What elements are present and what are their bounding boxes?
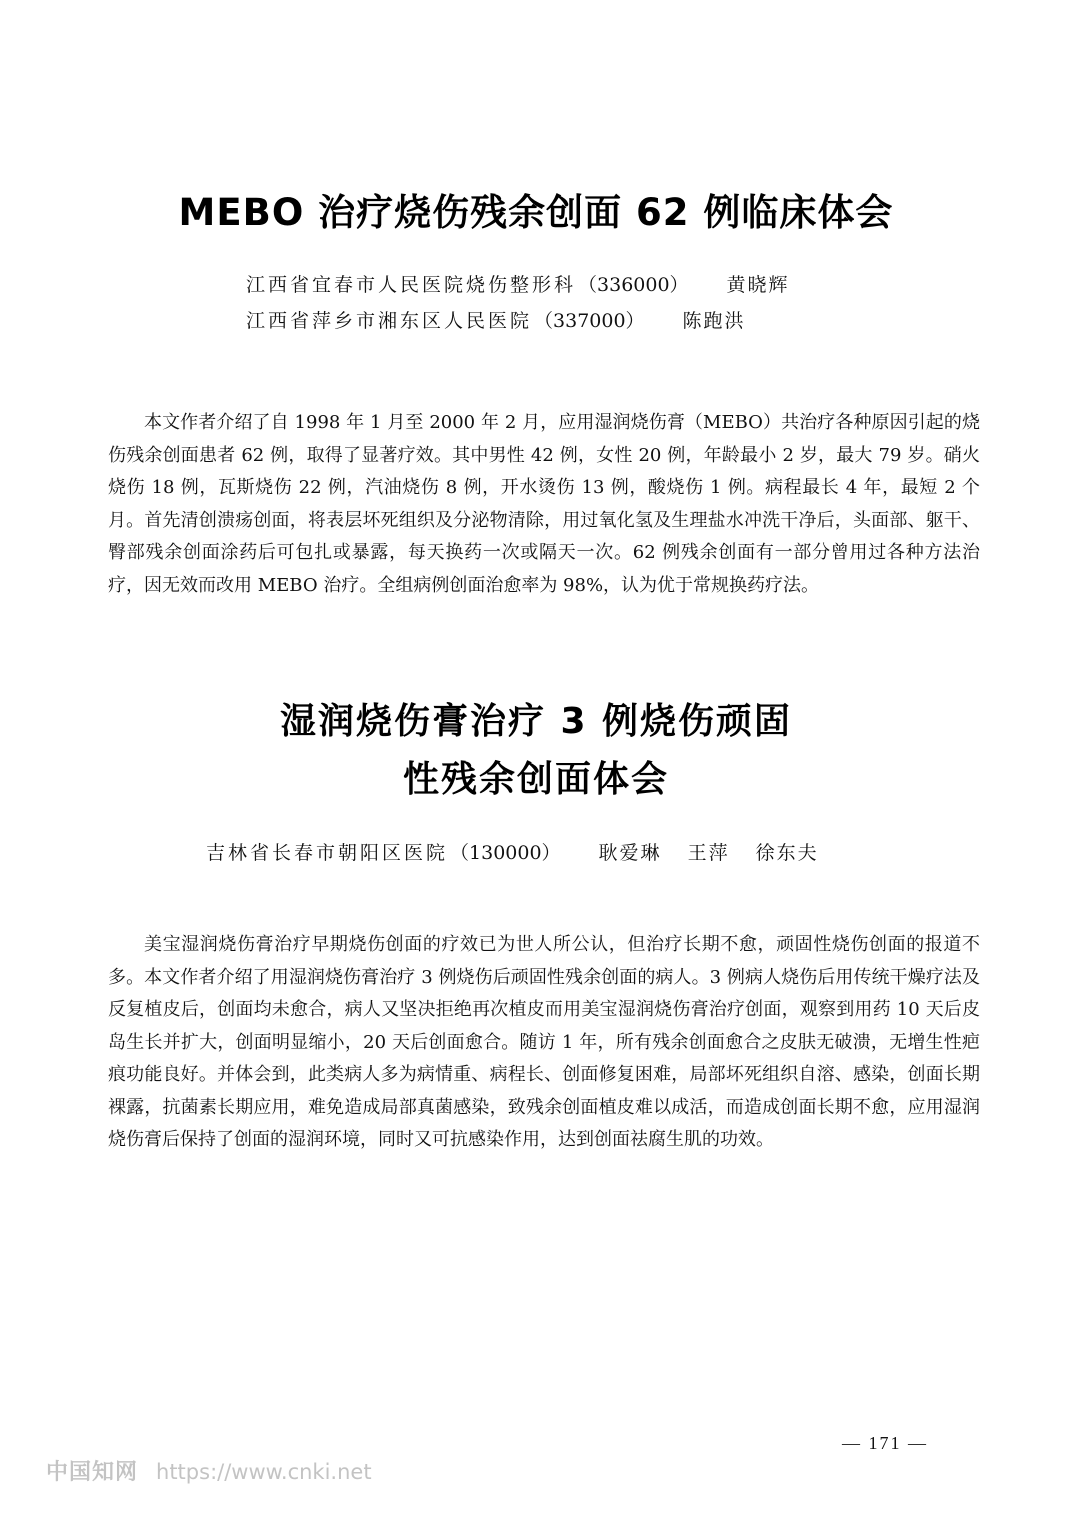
article2-title-line-2: 性残余创面体会 [402, 759, 669, 800]
affiliation-org: 江西省宜春市人民医院烧伤整形科 [246, 274, 577, 296]
article2-title [0, 693, 1072, 809]
article1-affiliation-1 [246, 270, 790, 297]
watermark-brand: 中国知网 [46, 1460, 139, 1485]
author-name: 黄晓辉 [726, 274, 790, 296]
article1-affiliation-2 [246, 306, 746, 333]
author-name: 王萍 [687, 842, 730, 864]
page-number: — 171 — [842, 1433, 928, 1453]
postal-code: （130000） [450, 842, 561, 864]
article2-title-line-1: 湿润烧伤膏治疗 3 例烧伤顽固 [279, 701, 793, 742]
author-name: 徐东夫 [755, 842, 819, 864]
postal-code: （337000） [534, 310, 645, 332]
affiliation-org: 吉林省长春市朝阳区医院 [206, 842, 449, 864]
article1-body: 本文作者介绍了自 1998 年 1 月至 2000 年 2 月，应用湿润烧伤膏（MEBO）共治疗各种原因引起的烧伤残余创面患者 62 例，取得了显著疗效。其中男性 42 例，女性 20 例，年龄最小 2 岁，最大 79 岁。硝火烧伤 18 例，瓦斯烧伤 22 例，汽油烧伤 8 例，开水烫伤 13 例，酸烧伤 1 例。病程最长 4 年，最短 2 个月。首先清创溃疡创面，将表层坏死组织及分泌物清除，用过氧化氢及生理盐水冲洗干净后，头面部、躯干、臀部残余创面涂药后可包扎或暴露，每天换药一次或隔天一次。62 例残余创面有一部分曾用过各种方法治疗，因无效而改用 MEBO 治疗。全组病例创面治愈率为 98%，认为优于常规换药疗法。 [108, 412, 980, 596]
author-name: 陈跑洪 [682, 310, 746, 332]
cnki-watermark [46, 1455, 372, 1486]
postal-code: （336000） [578, 274, 689, 296]
article2-affiliation [206, 838, 819, 865]
article1-title: MEBO 治疗烧伤残余创面 62 例临床体会 [178, 191, 894, 234]
article2-body: 美宝湿润烧伤膏治疗早期烧伤创面的疗效已为世人所公认，但治疗长期不愈，顽固性烧伤创面的报道不多。本文作者介绍了用湿润烧伤膏治疗 3 例烧伤后顽固性残余创面的病人。3 例病人烧伤后用传统干燥疗法及反复植皮后，创面均未愈合，病人又坚决拒绝再次植皮而用美宝湿润烧伤膏治疗创面，观察到用药 10 天后皮岛生长并扩大，创面明显缩小，20 天后创面愈合。随访 1 年，所有残余创面愈合之皮肤无破溃，无增生性疤痕功能良好。并体会到，此类病人多为病情重、病程长、创面修复困难，局部坏死组织自溶、感染，创面长期裸露，抗菌素长期应用，难免造成局部真菌感染，致残余创面植皮难以成活，而造成创面长期不愈，应用湿润烧伤膏后保持了创面的湿润环境，同时又可抗感染作用，达到创面祛腐生肌的功效。 [108, 934, 980, 1150]
affiliation-org: 江西省萍乡市湘东区人民医院 [246, 310, 533, 332]
author-name: 耿爱琳 [598, 842, 662, 864]
watermark-url: https://www.cnki.net [156, 1460, 372, 1484]
